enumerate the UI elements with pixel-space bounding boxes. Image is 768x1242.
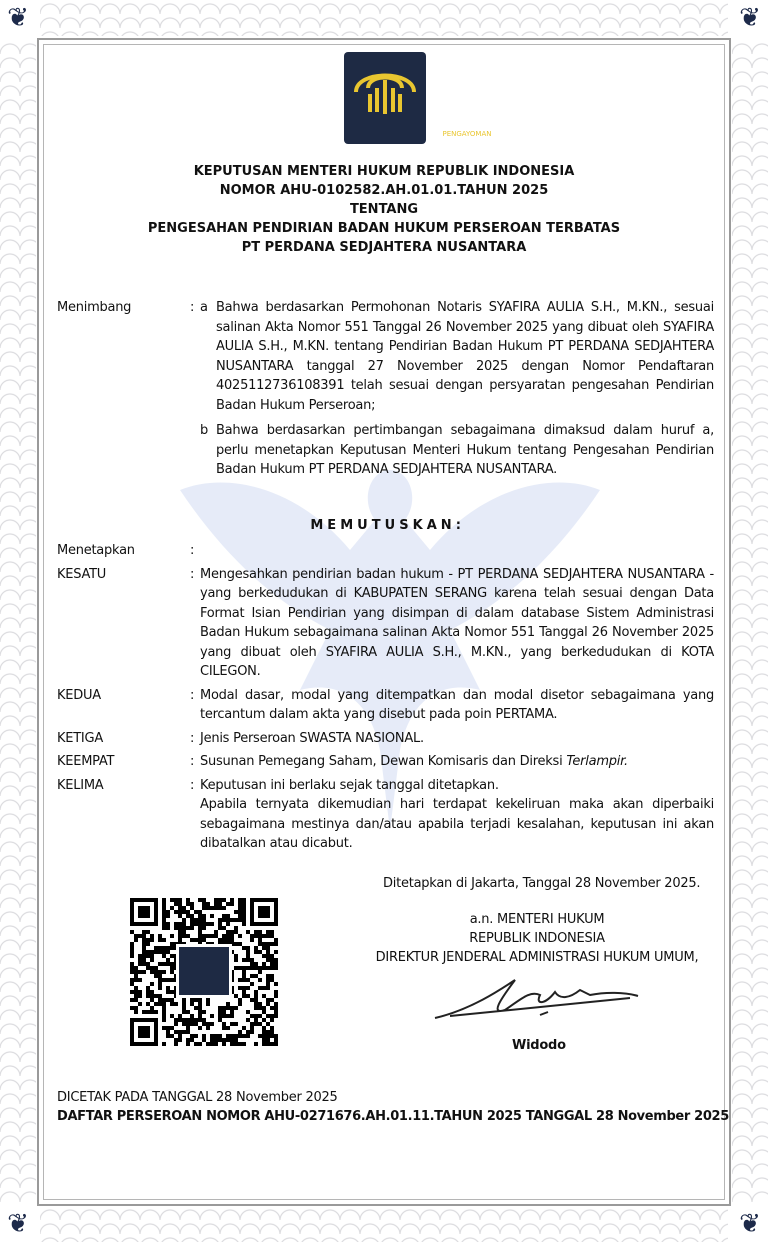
- section-label: Menetapkan: [57, 543, 135, 558]
- corner-ornament-icon: ❦: [739, 1209, 761, 1239]
- border-pattern-bottom: [40, 1206, 728, 1242]
- company-name: PT PERDANA SEDJAHTERA NUSANTARA: [241, 240, 527, 255]
- consideration-row: [200, 421, 714, 480]
- menetapkan-row: [57, 541, 714, 561]
- consideration-row: [200, 298, 714, 415]
- place-date: Ditetapkan di Jakarta, Tanggal 28 November 2025.: [383, 875, 701, 891]
- pengayoman-logo: [344, 52, 492, 144]
- consideration-b: Bahwa berdasarkan pertimbangan sebagaimana dimaksud dalam huruf a, perlu menetapkan Keputusan Menteri Hukum tentang Pengesahan Pendirian Badan Hukum PT PERDANA SEDJAHTERA NUSANTARA.: [216, 423, 714, 477]
- menimbang-section: [57, 298, 714, 486]
- corner-ornament-icon: ❦: [7, 1209, 29, 1239]
- item-text-para: Apabila ternyata dikemudian hari terdapat kekeliruan maka akan diperbaiki sebagaimana mestinya dan/atau apabila terjadi kesalahan, keputusan ini akan dibatalkan atau dicabut.: [200, 797, 714, 851]
- item-text: [200, 776, 714, 854]
- item-kedua: [57, 686, 714, 725]
- decree-title: [0, 162, 768, 257]
- tree-emblem-icon: [344, 52, 426, 122]
- item-text: Mengesahkan pendirian badan hukum - PT PERDANA SEDJAHTERA NUSANTARA - yang berkedudukan di KABUPATEN SERANG karena telah sesuai dengan Data Format Isian Pendirian yang disimpan di dalam database Sistem Administrasi Badan Hukum sebagaimana salinan Akta Nomor 551 Tanggal 26 November 2025 yang dibuat oleh SYAFIRA AULIA S.H., M.KN., yang berkedudukan di KOTA CILEGON.: [200, 566, 714, 679]
- item-text: [200, 752, 714, 772]
- item-label: KELIMA: [57, 777, 104, 793]
- footer: [57, 1088, 729, 1127]
- item-label: KEEMPAT: [57, 754, 115, 769]
- signature-image: [430, 970, 645, 1028]
- logo-text: PENGAYOMAN: [442, 130, 492, 138]
- corner-ornament-icon: ❦: [739, 3, 761, 33]
- printed-date: DICETAK PADA TANGGAL 28 November 2025: [57, 1089, 338, 1105]
- colon: :: [190, 543, 195, 558]
- item-text-main: Susunan Pemegang Saham, Dewan Komisaris dan Direksi: [200, 754, 567, 769]
- colon: :: [190, 566, 195, 582]
- signatory-title: DIREKTUR JENDERAL ADMINISTRASI HUKUM UMUM,: [375, 949, 699, 965]
- item-kesatu: [57, 565, 714, 682]
- item-ketiga: [57, 729, 714, 749]
- qr-center-logo-icon: [176, 944, 232, 998]
- title-line: PENGESAHAN PENDIRIAN BADAN HUKUM PERSEROAN TERBATAS: [147, 221, 621, 236]
- item-text-line: Keputusan ini berlaku sejak tanggal ditetapkan.: [200, 777, 499, 793]
- title-line: KEPUTUSAN MENTERI HUKUM REPUBLIK INDONESIA: [193, 164, 575, 179]
- section-label: Menimbang: [57, 300, 132, 315]
- consideration-list: [200, 298, 714, 486]
- item-kelima: [57, 776, 714, 854]
- item-label: KEDUA: [57, 687, 101, 703]
- item-text-italic: Terlampir.: [566, 754, 628, 769]
- item-keempat: [57, 752, 714, 772]
- colon: :: [190, 754, 195, 769]
- signatory-block: [360, 910, 714, 967]
- item-text: Jenis Perseroan SWASTA NASIONAL.: [200, 730, 424, 746]
- decree-body: [57, 298, 729, 1127]
- signature-area: [57, 874, 714, 1074]
- title-line: TENTANG: [349, 202, 419, 217]
- border-pattern-top: [40, 0, 728, 36]
- signatory-an: a.n. MENTERI HUKUM: [469, 911, 605, 927]
- colon: :: [190, 730, 195, 746]
- item-label: KETIGA: [57, 730, 103, 746]
- item-label: KESATU: [57, 566, 107, 582]
- colon: :: [190, 300, 195, 315]
- colon: :: [190, 777, 195, 793]
- decree-number: NOMOR AHU-0102582.AH.01.01.TAHUN 2025: [219, 183, 549, 198]
- corner-ornament-icon: ❦: [7, 3, 29, 33]
- memutuskan-heading: M E M U T U S K A N :: [310, 517, 461, 533]
- item-letter: a: [200, 300, 208, 315]
- signatory-name: Widodo: [512, 1037, 566, 1053]
- item-letter: b: [200, 423, 209, 438]
- consideration-a: Bahwa berdasarkan Permohonan Notaris SYAFIRA AULIA S.H., M.KN., sesuai salinan Akta Nomor 551 Tanggal 26 November 2025 yang dibuat oleh SYAFIRA AULIA S.H., M.KN. tentang Pendirian Badan Hukum PT PERDANA SEDJAHTERA NUSANTARA tanggal 27 November 2025 dengan Nomor Pendaftaran 4025112736108391 telah sesuai dengan persyaratan pengesahan Pendirian Badan Hukum Perseroan;: [216, 300, 714, 413]
- colon: :: [190, 687, 195, 703]
- item-text: Modal dasar, modal yang ditempatkan dan modal disetor sebagaimana yang tercantum dalam akta yang disebut pada poin PERTAMA.: [200, 687, 714, 722]
- signatory-ri: REPUBLIK INDONESIA: [469, 930, 605, 946]
- register-number: DAFTAR PERSEROAN NOMOR AHU-0271676.AH.01.11.TAHUN 2025 TANGGAL 28 November 2025: [57, 1109, 729, 1124]
